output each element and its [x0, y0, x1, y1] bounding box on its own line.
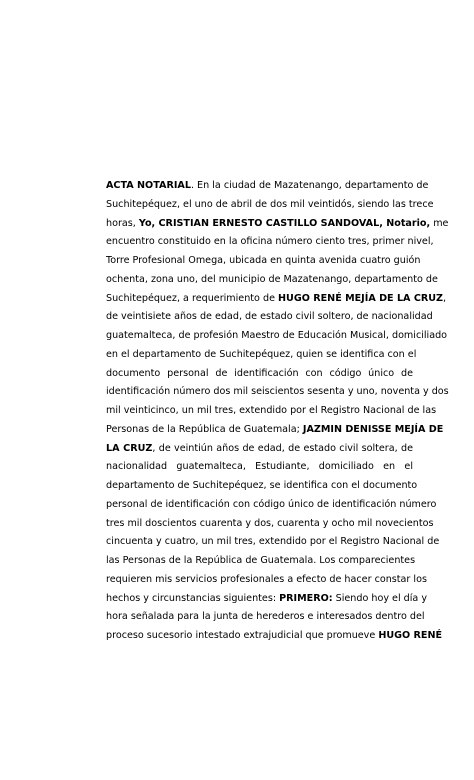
bold-text: JAZMIN DENISSE MEJÍA DE — [302, 423, 444, 435]
text-run: mil veinticinco, un mil tres, extendido por el Registro Nacional de las — [106, 405, 437, 416]
text-line — [106, 252, 421, 271]
text-line — [106, 458, 413, 477]
text-line — [106, 290, 447, 309]
text-run: Suchitepéquez, el uno de abril de dos mil veintidós, siendo las trece — [106, 198, 434, 210]
text-run: Torre Profesional Omega, ubicada en quinta avenida cuatro guión — [106, 255, 421, 266]
text-run: , de veintiún años de edad, de estado civil soltera, de — [152, 442, 413, 454]
text-line — [106, 552, 416, 571]
text-run: en el departamento de Suchitepéquez, quien se identifica con el — [106, 348, 417, 360]
text-line — [106, 215, 449, 234]
text-run: las Personas de la República de Guatemala. Los comparecientes — [106, 555, 416, 566]
text-line — [106, 271, 438, 290]
text-run: Suchitepéquez, a requerimiento de — [106, 292, 279, 304]
text-run: . En la ciudad de Mazatenango, departamento de — [190, 180, 429, 191]
text-line — [106, 177, 429, 196]
text-line — [106, 440, 413, 459]
text-line — [106, 477, 418, 496]
text-run: me — [430, 217, 449, 229]
text-run: departamento de Suchitepéquez, se identifica con el documento — [106, 480, 418, 491]
text-run: hechos y circunstancias siguientes: — [106, 592, 280, 604]
bold-text: PRIMERO: — [279, 592, 333, 604]
text-run: identificación número dos mil seiscientos sesenta y uno, noventa y dos — [106, 386, 449, 398]
text-run: guatemalteca, de profesión Maestro de Educación Musical, domiciliado — [106, 330, 448, 341]
text-run: Siendo hoy el día y — [332, 592, 428, 604]
text-run: Personas de la República de Guatemala; — [106, 423, 303, 435]
text-line — [106, 402, 437, 421]
text-line — [106, 421, 444, 440]
text-line — [106, 571, 427, 590]
text-run: personal de identificación con código único de identificación número — [106, 498, 437, 510]
text-line — [106, 308, 433, 327]
text-run: requieren mis servicios profesionales a efecto de hacer constar los — [106, 573, 427, 585]
bold-text: HUGO RENÉ — [378, 630, 443, 641]
text-line — [106, 590, 428, 609]
bold-text: Yo, CRISTIAN ERNESTO CASTILLO SANDOVAL, Notario, — [138, 217, 431, 229]
text-line — [106, 496, 437, 515]
text-run: ochenta, zona uno, del municipio de Mazatenango, departamento de — [106, 273, 438, 285]
text-line — [106, 608, 425, 627]
bold-text: HUGO RENÉ MEJÍA DE LA CRUZ — [278, 292, 443, 304]
text-line — [106, 196, 434, 215]
text-line — [106, 383, 449, 402]
text-run: encuentro constituido en la oficina número ciento tres, primer nivel, — [106, 236, 434, 248]
text-run: de veintisiete años de edad, de estado civil soltero, de nacionalidad — [106, 311, 433, 323]
text-line — [106, 533, 440, 552]
text-run: documento personal de identificación con código único de — [106, 367, 413, 379]
text-run: nacionalidad guatemalteca, Estudiante, domiciliado en el — [106, 461, 413, 473]
text-run: , — [443, 292, 447, 304]
text-run: horas, — [106, 217, 139, 229]
bold-text: ACTA NOTARIAL — [106, 180, 191, 191]
document-body — [106, 177, 449, 646]
text-line — [106, 327, 448, 346]
text-line — [106, 365, 413, 384]
text-run: hora señalada para la junta de herederos e interesados dentro del — [106, 611, 425, 623]
text-run: proceso sucesorio intestado extrajudicial que promueve — [106, 630, 379, 641]
text-run: cincuenta y cuatro, un mil tres, extendido por el Registro Nacional de — [106, 536, 440, 548]
text-run: tres mil doscientos cuarenta y dos, cuarenta y ocho mil novecientos — [106, 517, 434, 529]
text-line — [106, 627, 443, 646]
bold-text: LA CRUZ — [106, 442, 153, 454]
text-line — [106, 346, 417, 365]
text-line — [106, 515, 434, 534]
text-line — [106, 233, 434, 252]
